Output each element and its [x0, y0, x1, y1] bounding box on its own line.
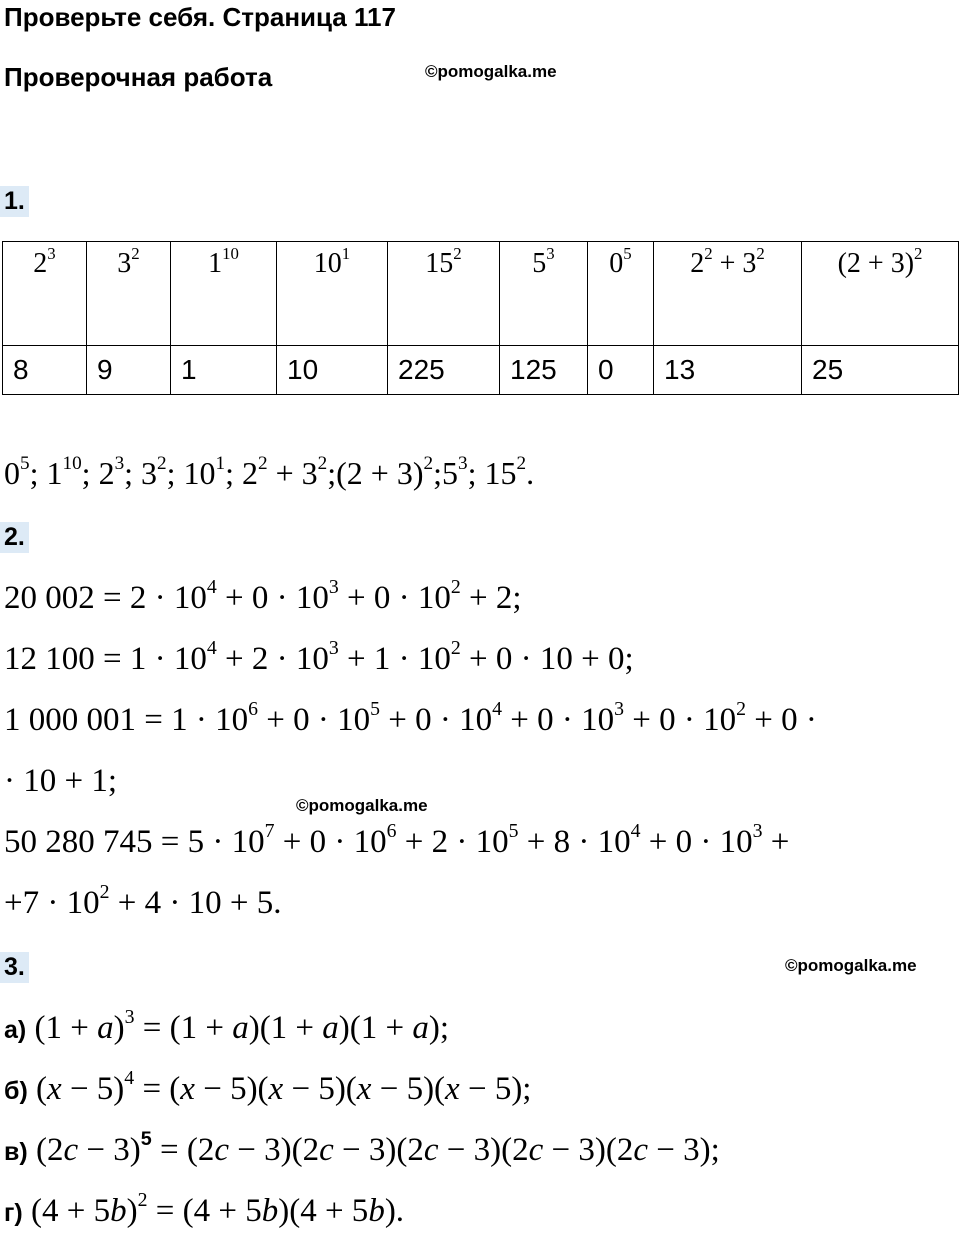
math-text: (4 + 5: [22, 1193, 111, 1229]
math-text: − 3)(2: [229, 1132, 320, 1168]
math-text: = (: [134, 1071, 181, 1107]
table-value-cell: 8: [3, 346, 87, 395]
math-variable: x: [47, 1071, 62, 1107]
math-variable: c: [528, 1132, 544, 1168]
power-exponent: 5: [370, 698, 380, 721]
math-text: +: [762, 824, 790, 860]
power-exponent: 4: [630, 820, 641, 843]
task-3-number: 3.: [0, 952, 29, 983]
power-exponent: 2: [157, 453, 167, 475]
operator: +: [712, 248, 743, 279]
table-header-cell: [654, 242, 802, 346]
power-exponent: 3: [328, 576, 339, 599]
power-base: 1: [46, 455, 63, 491]
expansion-line: [4, 576, 522, 617]
math-text: 12 100 = 1 · 10: [4, 641, 207, 677]
table-value-cell: 125: [500, 346, 588, 395]
expansion-line: [4, 820, 790, 861]
math-text: · 10 + 1;: [4, 763, 118, 799]
separator: ;: [467, 455, 485, 491]
item-label: б): [4, 1077, 28, 1105]
expansion-line: [4, 1189, 405, 1230]
expansion-line: [4, 637, 634, 678]
table-header-cell: [802, 242, 959, 346]
math-text: − 3): [78, 1132, 141, 1168]
math-text: + 0 · 10: [502, 702, 615, 738]
power-exponent: 2: [131, 244, 140, 264]
table-value-row: [3, 346, 959, 395]
math-variable: c: [319, 1132, 334, 1168]
math-variable: a: [412, 1010, 429, 1046]
power-exponent: 2: [453, 244, 462, 264]
power-base: 5: [532, 248, 547, 279]
item-label: а): [4, 1016, 27, 1044]
math-text: + 0 · 10: [380, 702, 493, 738]
table-header-cell: [277, 242, 388, 346]
math-text: )(1 +: [248, 1010, 323, 1046]
math-text: + 0 · 10: [640, 824, 753, 860]
math-text: + 2 · 10: [216, 641, 329, 677]
task-1-number: 1.: [0, 186, 29, 217]
power-base: 0: [609, 248, 624, 279]
page-subtitle: Проверочная работа: [4, 62, 273, 92]
power-exponent: 3: [546, 244, 555, 264]
power-exponent: 10: [222, 244, 239, 264]
table-value-cell: 10: [277, 346, 388, 395]
power-exponent: 2: [450, 576, 461, 599]
math-text: );: [428, 1010, 450, 1046]
math-text: + 0 · 10: [338, 580, 451, 616]
power-exponent: 10: [62, 453, 82, 475]
math-text: + 2;: [460, 580, 522, 616]
math-variable: c: [63, 1132, 79, 1168]
table-header-cell: [588, 242, 654, 346]
power-base: 3: [301, 455, 318, 491]
task-2-number: 2.: [0, 522, 29, 553]
math-text: − 3)(2: [543, 1132, 634, 1168]
power-base: 10: [183, 455, 216, 491]
separator: ;: [433, 455, 442, 491]
power-exponent: 5: [623, 244, 632, 264]
power-exponent: 2: [756, 244, 765, 264]
math-variable: x: [445, 1071, 460, 1107]
separator: ;: [81, 455, 99, 491]
separator: ;: [124, 455, 142, 491]
powers-table: [2, 241, 959, 395]
ascending-order-line: [4, 455, 534, 492]
power-exponent: 2: [258, 453, 268, 475]
math-text: )(4 + 5: [278, 1193, 369, 1229]
expansion-line: [4, 1006, 450, 1047]
power-base: (2 + 3): [837, 248, 915, 279]
math-variable: x: [268, 1071, 284, 1107]
math-text: + 8 · 10: [518, 824, 631, 860]
power-exponent: 5: [20, 453, 30, 475]
power-exponent: 2: [317, 453, 328, 475]
power-base: 15: [425, 248, 454, 279]
math-text: 1 000 001 = 1 · 10: [4, 702, 249, 738]
table-header-cell: [388, 242, 500, 346]
power-base: 0: [4, 455, 20, 491]
power-exponent: 2: [423, 453, 434, 475]
watermark: ©pomogalka.me: [296, 796, 428, 815]
power-exponent: 3: [124, 1006, 135, 1029]
power-exponent: 1: [341, 244, 351, 264]
separator: ;: [166, 455, 184, 491]
math-text: ): [113, 1010, 125, 1046]
math-text: + 0 · 10: [216, 580, 329, 616]
power-exponent: 3: [114, 453, 125, 475]
power-base: 2: [98, 455, 115, 491]
separator: ;: [225, 455, 243, 491]
power-exponent: 3: [457, 453, 468, 475]
math-text: 20 002 = 2 · 10: [4, 580, 207, 616]
power-exponent: 2: [450, 637, 461, 660]
table-header-row: [3, 242, 959, 346]
math-text: )(1 +: [338, 1010, 413, 1046]
power-exponent: 2: [914, 244, 923, 264]
math-text: ).: [384, 1193, 405, 1229]
math-variable: c: [633, 1132, 648, 1168]
separator: ;: [327, 455, 337, 491]
math-text: + 4 · 10 + 5.: [109, 885, 282, 921]
math-variable: c: [423, 1132, 439, 1168]
math-text: − 5): [61, 1071, 125, 1107]
power-exponent: 2: [736, 698, 746, 721]
power-base: 10: [313, 248, 342, 279]
table-value-cell: 9: [87, 346, 171, 395]
power-base: 5: [441, 455, 458, 491]
math-text: 50 280 745 = 5 · 10: [4, 824, 265, 860]
page-title: Проверьте себя. Страница 117: [4, 2, 396, 32]
math-text: = (1 +: [134, 1010, 233, 1046]
math-text: + 0 ·: [746, 702, 817, 738]
power-exponent: 4: [206, 637, 217, 660]
math-variable: b: [110, 1193, 127, 1229]
table-value-cell: 1: [171, 346, 277, 395]
math-text: + 2 · 10: [396, 824, 509, 860]
power-exponent: 4: [124, 1067, 135, 1090]
table-header-cell: [500, 242, 588, 346]
table-value-cell: 225: [388, 346, 500, 395]
power-exponent: 6: [386, 820, 397, 843]
expansion-line: [4, 1128, 720, 1169]
power-exponent: 5: [508, 820, 519, 843]
expansion-line: [4, 763, 117, 800]
table-value-cell: 13: [654, 346, 802, 395]
power-exponent: 6: [248, 698, 258, 721]
separator: .: [526, 455, 535, 491]
item-label: в): [4, 1138, 28, 1166]
power-exponent: 3: [752, 820, 763, 843]
power-exponent: 7: [264, 820, 275, 843]
math-text: + 0 · 10: [258, 702, 371, 738]
math-text: + 0 · 10: [624, 702, 737, 738]
math-variable: a: [322, 1010, 339, 1046]
power-base: 2: [33, 248, 48, 279]
math-text: + 1 · 10: [338, 641, 451, 677]
math-text: − 3)(2: [333, 1132, 424, 1168]
watermark: ©pomogalka.me: [785, 956, 917, 975]
expansion-line: [4, 881, 282, 922]
power-exponent: 2: [137, 1189, 148, 1212]
power-exponent: 3: [47, 244, 56, 264]
math-text: − 5);: [459, 1071, 532, 1107]
math-text: + 0 · 10 + 0;: [460, 641, 634, 677]
math-variable: a: [232, 1010, 249, 1046]
math-text: (2: [27, 1132, 64, 1168]
power-exponent: 5: [140, 1128, 152, 1151]
power-base: 3: [141, 455, 158, 491]
table-header-cell: [87, 242, 171, 346]
power-exponent: 3: [614, 698, 624, 721]
math-variable: b: [368, 1193, 385, 1229]
power-exponent: 1: [215, 453, 226, 475]
math-text: (1 +: [26, 1010, 98, 1046]
math-variable: b: [261, 1193, 279, 1229]
math-variable: x: [180, 1071, 195, 1107]
math-text: − 5)(: [283, 1071, 357, 1107]
separator: ;: [29, 455, 47, 491]
power-base: 1: [208, 248, 223, 279]
power-base: 3: [117, 248, 132, 279]
separator: +: [267, 455, 302, 491]
math-text: − 3)(2: [438, 1132, 529, 1168]
math-variable: a: [97, 1010, 114, 1046]
power-exponent: 2: [704, 244, 713, 264]
math-variable: c: [214, 1132, 229, 1168]
table-header-cell: [3, 242, 87, 346]
power-exponent: 2: [516, 453, 527, 475]
power-base: 3: [742, 248, 757, 279]
math-text: = (4 + 5: [147, 1193, 262, 1229]
power-exponent: 4: [206, 576, 217, 599]
power-exponent: 4: [492, 698, 502, 721]
expansion-line: [4, 698, 817, 739]
math-text: − 5)(: [371, 1071, 446, 1107]
power-base: 2: [690, 248, 705, 279]
power-base: 15: [484, 455, 517, 491]
math-variable: x: [356, 1071, 372, 1107]
table-header-cell: [171, 242, 277, 346]
watermark: ©pomogalka.me: [425, 62, 557, 81]
item-label: г): [4, 1199, 23, 1227]
math-text: = (2: [151, 1132, 215, 1168]
power-exponent: 2: [99, 881, 110, 904]
math-text: +7 · 10: [4, 885, 100, 921]
math-text: − 3);: [648, 1132, 720, 1168]
table-value-cell: 25: [802, 346, 959, 395]
table-value-cell: 0: [588, 346, 654, 395]
expansion-line: [4, 1067, 532, 1108]
power-exponent: 3: [328, 637, 339, 660]
math-text: − 5)(: [194, 1071, 269, 1107]
math-text: + 0 · 10: [274, 824, 387, 860]
math-text: (: [27, 1071, 48, 1107]
power-base: (2 + 3): [336, 455, 424, 491]
power-base: 2: [242, 455, 259, 491]
math-text: ): [126, 1193, 138, 1229]
